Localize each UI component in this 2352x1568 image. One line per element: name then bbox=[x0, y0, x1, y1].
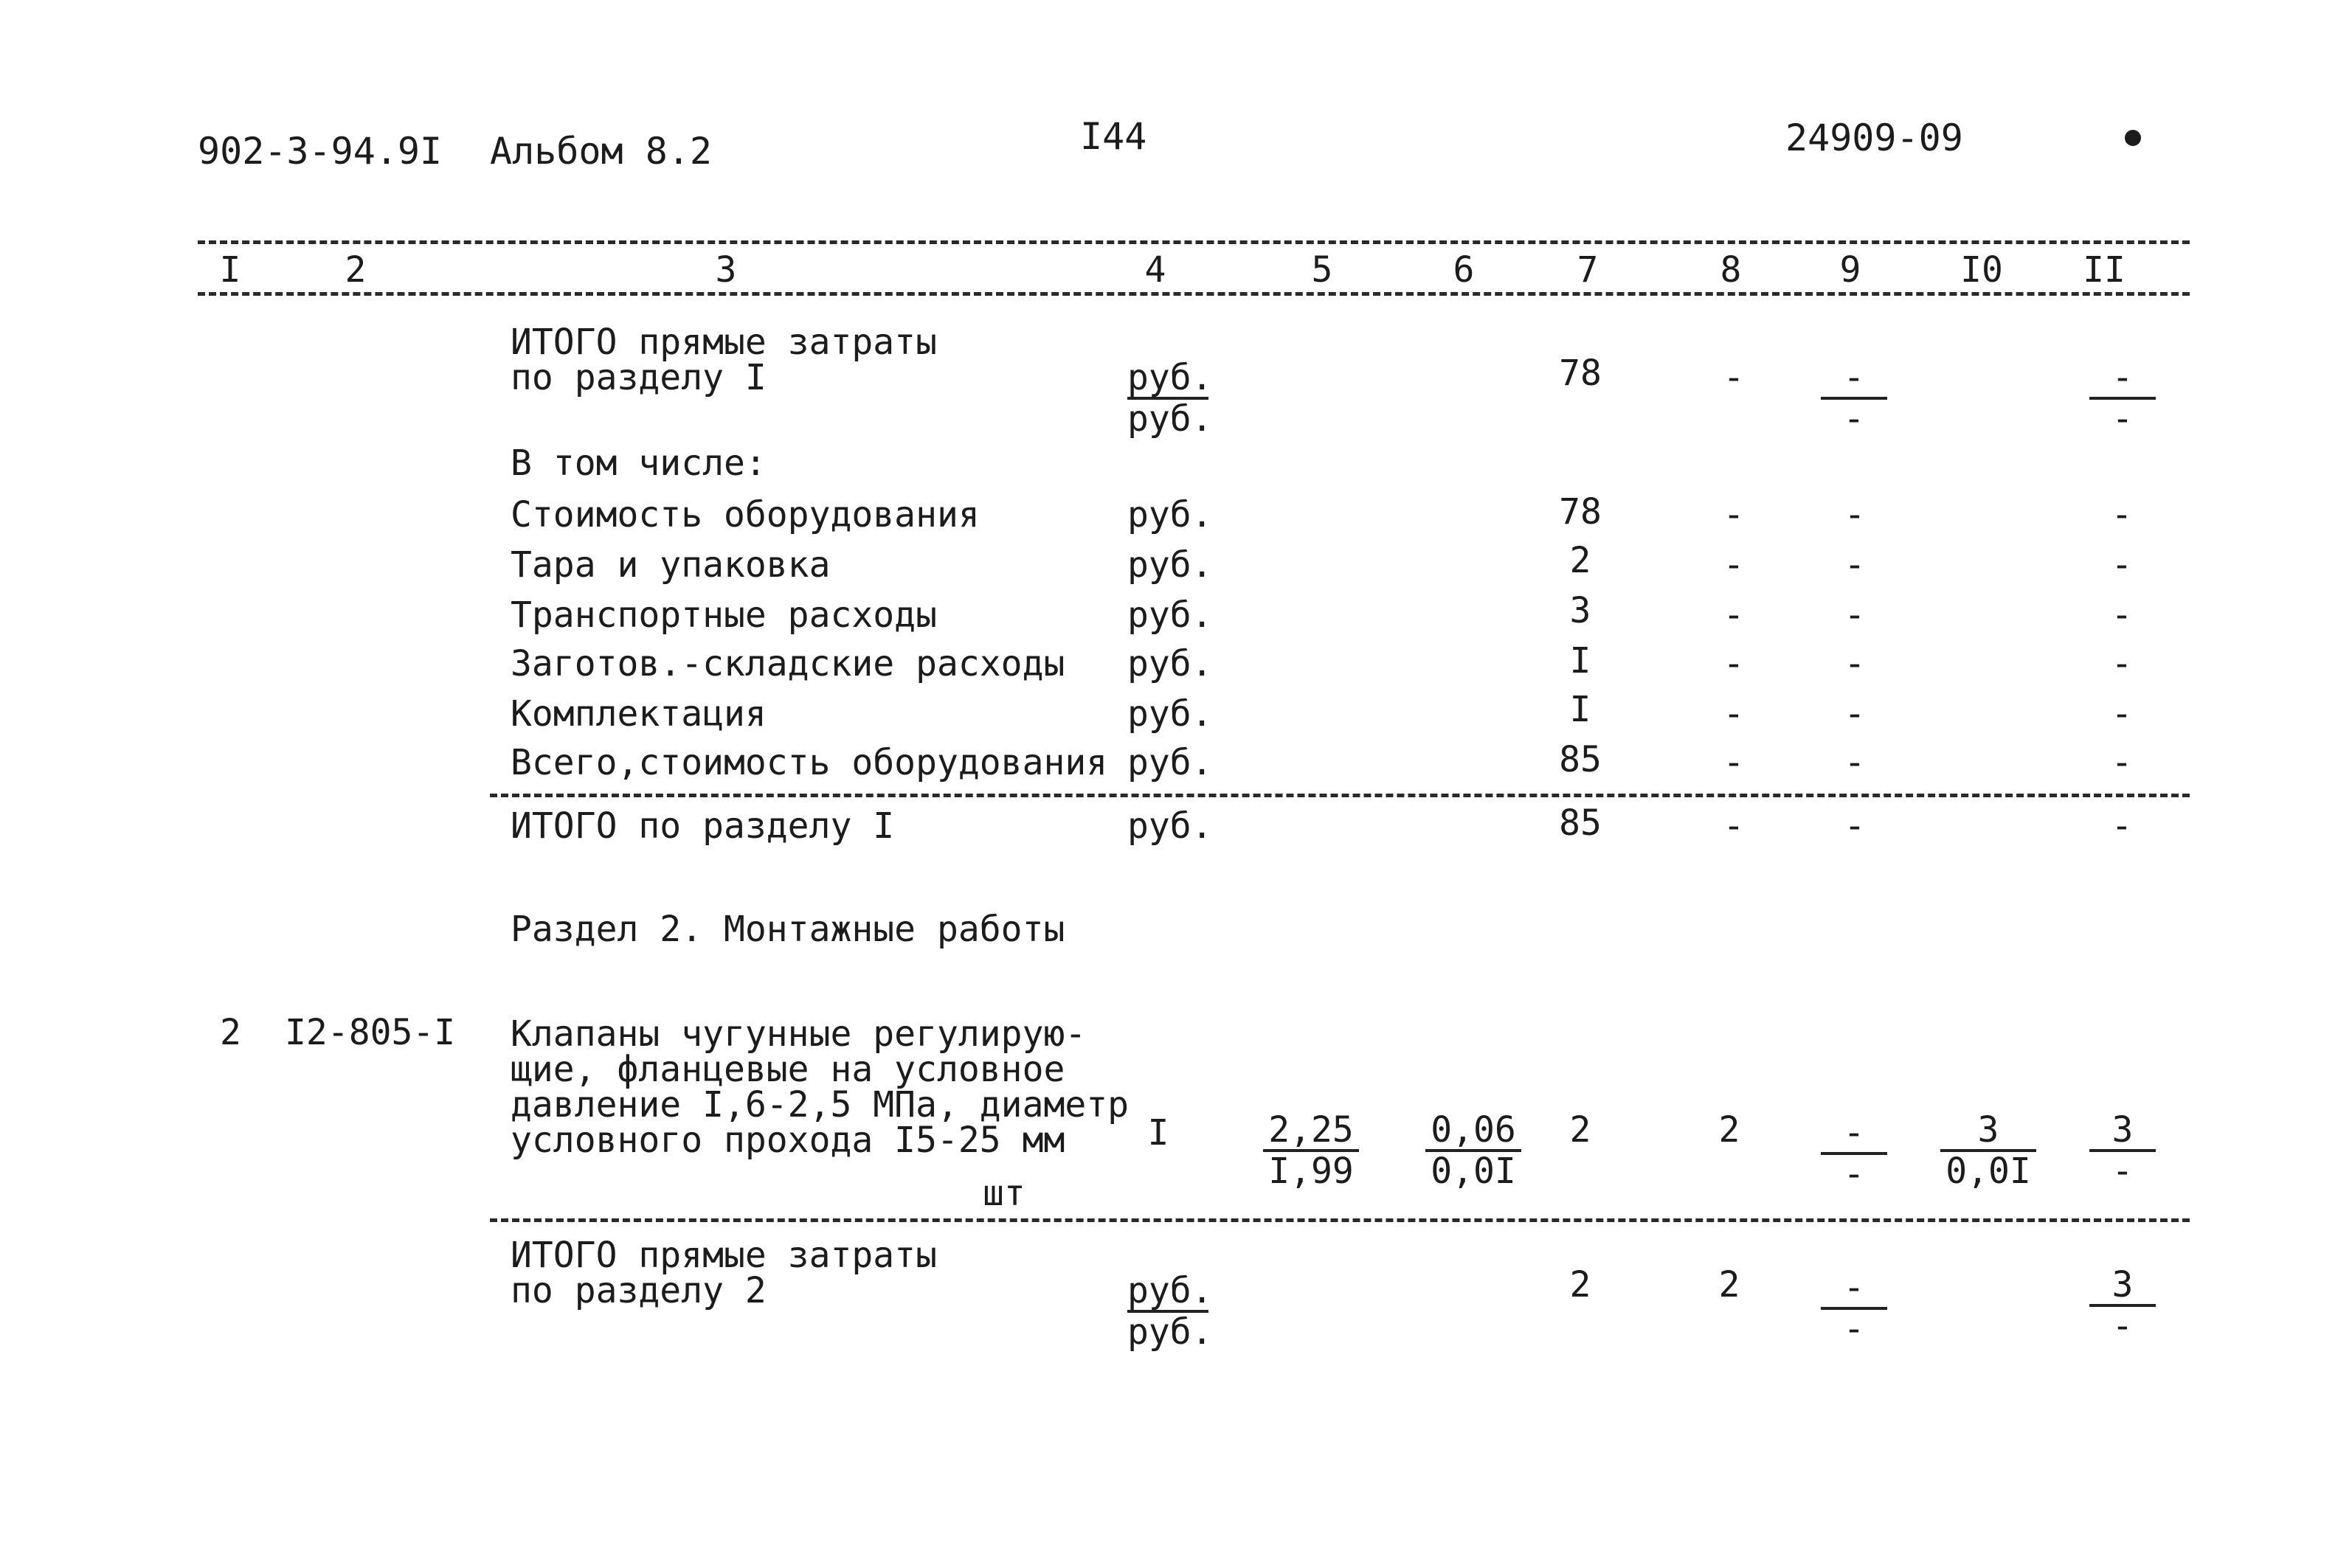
unit-numerator: руб. bbox=[1127, 357, 1213, 398]
cell-col11: - bbox=[2111, 643, 2133, 684]
header-divider-top bbox=[198, 240, 2190, 244]
column-header: I0 bbox=[1960, 249, 2003, 291]
cell-col6-fraction bbox=[1425, 1109, 1521, 1192]
album-label: Альбом 8.2 bbox=[490, 130, 713, 173]
column-header: 5 bbox=[1311, 249, 1333, 291]
row-name: ИТОГО прямые затраты bbox=[511, 322, 937, 363]
denominator: - bbox=[2111, 1151, 2134, 1192]
cell-col10-fraction bbox=[1940, 1109, 2036, 1192]
item-description-line: щие, фланцевые на условное bbox=[511, 1049, 1065, 1090]
denominator: 0,0I bbox=[1431, 1151, 1516, 1192]
cell-col7: 2 bbox=[1569, 540, 1591, 581]
marker-dot-icon bbox=[2125, 130, 2141, 146]
numerator: 3 bbox=[2089, 1112, 2156, 1152]
unit-numerator: руб. bbox=[1127, 1270, 1213, 1311]
denominator: - bbox=[2111, 1305, 2134, 1347]
denominator: I,99 bbox=[1268, 1151, 1354, 1192]
cell-col9: - bbox=[1844, 693, 1866, 735]
row-name: ИТОГО прямые затраты bbox=[511, 1235, 937, 1276]
cell-col9-fraction bbox=[1821, 1112, 1887, 1195]
cell-col11: - bbox=[2111, 805, 2133, 847]
row-name: Комплектация bbox=[511, 693, 767, 735]
cell-col11-fraction bbox=[2089, 1109, 2156, 1192]
row-name: Стоимость оборудования bbox=[511, 494, 980, 535]
denominator: - bbox=[1843, 1154, 1865, 1195]
unit-denominator: руб. bbox=[1127, 398, 1213, 440]
page-number: I44 bbox=[1080, 115, 1147, 158]
cell-col9-fraction bbox=[1821, 1267, 1887, 1350]
item-description-line: Клапаны чугунные регулирую- bbox=[511, 1013, 1087, 1055]
row-unit: руб. bbox=[1127, 693, 1213, 735]
section2-divider bbox=[490, 1218, 2190, 1222]
column-header: 8 bbox=[1720, 249, 1742, 291]
section2-title: Раздел 2. Монтажные работы bbox=[511, 909, 1065, 950]
cell-col7: 78 bbox=[1559, 353, 1602, 394]
cell-col11: - bbox=[2111, 494, 2133, 535]
cell-col9: - bbox=[1844, 805, 1866, 847]
cell-col8: - bbox=[1723, 544, 1745, 586]
item-quantity: I bbox=[1147, 1112, 1169, 1154]
column-header: I bbox=[219, 249, 241, 291]
section1-divider bbox=[490, 794, 2190, 797]
cell-col11: - bbox=[2111, 544, 2133, 586]
row-name: Транспортные расходы bbox=[511, 594, 937, 636]
numerator: - bbox=[1821, 360, 1887, 400]
row-name: Заготов.-складские расходы bbox=[511, 643, 1065, 684]
cell-col9-fraction bbox=[1821, 357, 1887, 440]
row-name: ИТОГО по разделу I bbox=[511, 805, 895, 847]
denominator: - bbox=[1843, 1308, 1865, 1350]
cell-col5-fraction bbox=[1263, 1109, 1359, 1192]
row-unit: руб. bbox=[1127, 544, 1213, 586]
including-label: В том числе: bbox=[511, 443, 767, 484]
column-header: II bbox=[2083, 249, 2126, 291]
cell-col9: - bbox=[1844, 494, 1866, 535]
cell-col11: - bbox=[2111, 693, 2133, 735]
numerator: - bbox=[2089, 360, 2156, 400]
row-unit: руб. bbox=[1127, 742, 1213, 783]
cell-col7: 3 bbox=[1569, 590, 1591, 631]
numerator: - bbox=[1821, 1270, 1887, 1310]
cell-col7: 85 bbox=[1559, 739, 1602, 780]
cell-col7: I bbox=[1569, 640, 1591, 681]
document-code: 902-3-94.9I bbox=[198, 130, 443, 173]
column-header: 6 bbox=[1453, 249, 1475, 291]
cell-col9: - bbox=[1844, 544, 1866, 586]
cell-col8: - bbox=[1723, 805, 1745, 847]
unit-denominator: руб. bbox=[1127, 1311, 1213, 1353]
cell-col7: 2 bbox=[1569, 1109, 1591, 1151]
row-unit: руб. bbox=[1127, 643, 1213, 684]
numerator: 3 bbox=[2089, 1267, 2156, 1307]
cell-col8: 2 bbox=[1718, 1109, 1740, 1151]
column-header: 9 bbox=[1839, 249, 1861, 291]
cell-col9: - bbox=[1844, 643, 1866, 684]
column-header: 7 bbox=[1577, 249, 1599, 291]
cell-col11-fraction bbox=[2089, 357, 2156, 440]
cell-col7: 78 bbox=[1559, 491, 1602, 533]
cell-col8: - bbox=[1723, 357, 1745, 398]
cell-col8: - bbox=[1723, 693, 1745, 735]
row-unit: руб. bbox=[1127, 594, 1213, 636]
item-number: 2 bbox=[220, 1012, 241, 1053]
cell-col9: - bbox=[1844, 594, 1866, 636]
cell-col8: - bbox=[1723, 742, 1745, 783]
item-description-line: давление I,6-2,5 МПа, диаметр bbox=[511, 1084, 1130, 1125]
cell-col11-fraction bbox=[2089, 1264, 2156, 1347]
denominator: 0,0I bbox=[1945, 1151, 2031, 1192]
row-unit: руб. bbox=[1127, 494, 1213, 535]
item-code: I2-805-I bbox=[285, 1012, 456, 1053]
cell-col11: - bbox=[2111, 742, 2133, 783]
cell-col9: - bbox=[1844, 742, 1866, 783]
row-name: Тара и упаковка bbox=[511, 544, 831, 586]
cell-col8: - bbox=[1723, 494, 1745, 535]
cell-col8: 2 bbox=[1718, 1264, 1740, 1305]
column-header: 4 bbox=[1144, 249, 1166, 291]
denominator: - bbox=[1843, 398, 1865, 440]
cell-col8: - bbox=[1723, 643, 1745, 684]
cell-col7: 85 bbox=[1559, 802, 1602, 844]
item-unit: шт bbox=[983, 1173, 1025, 1214]
cell-col8: - bbox=[1723, 594, 1745, 636]
unit-fraction bbox=[1127, 357, 1213, 440]
row-name: по разделу I bbox=[511, 357, 767, 398]
row-name: Всего,стоимость оборудования bbox=[511, 742, 1108, 783]
item-description-line: условного прохода I5-25 мм bbox=[511, 1120, 1065, 1161]
numerator: - bbox=[1821, 1115, 1887, 1155]
cell-col11: - bbox=[2111, 594, 2133, 636]
column-header: 2 bbox=[345, 249, 367, 291]
cell-col7: 2 bbox=[1569, 1264, 1591, 1305]
row-name: по разделу 2 bbox=[511, 1270, 767, 1311]
numerator: 2,25 bbox=[1263, 1112, 1359, 1152]
column-header: 3 bbox=[715, 249, 737, 291]
sheet-code: 24909-09 bbox=[1785, 117, 1963, 159]
header-divider-bottom bbox=[198, 292, 2190, 296]
unit-fraction bbox=[1127, 1270, 1213, 1353]
cell-col7: I bbox=[1569, 689, 1591, 730]
denominator: - bbox=[2111, 398, 2134, 440]
row-unit: руб. bbox=[1127, 805, 1213, 847]
numerator: 0,06 bbox=[1425, 1112, 1521, 1152]
numerator: 3 bbox=[1940, 1112, 2036, 1152]
